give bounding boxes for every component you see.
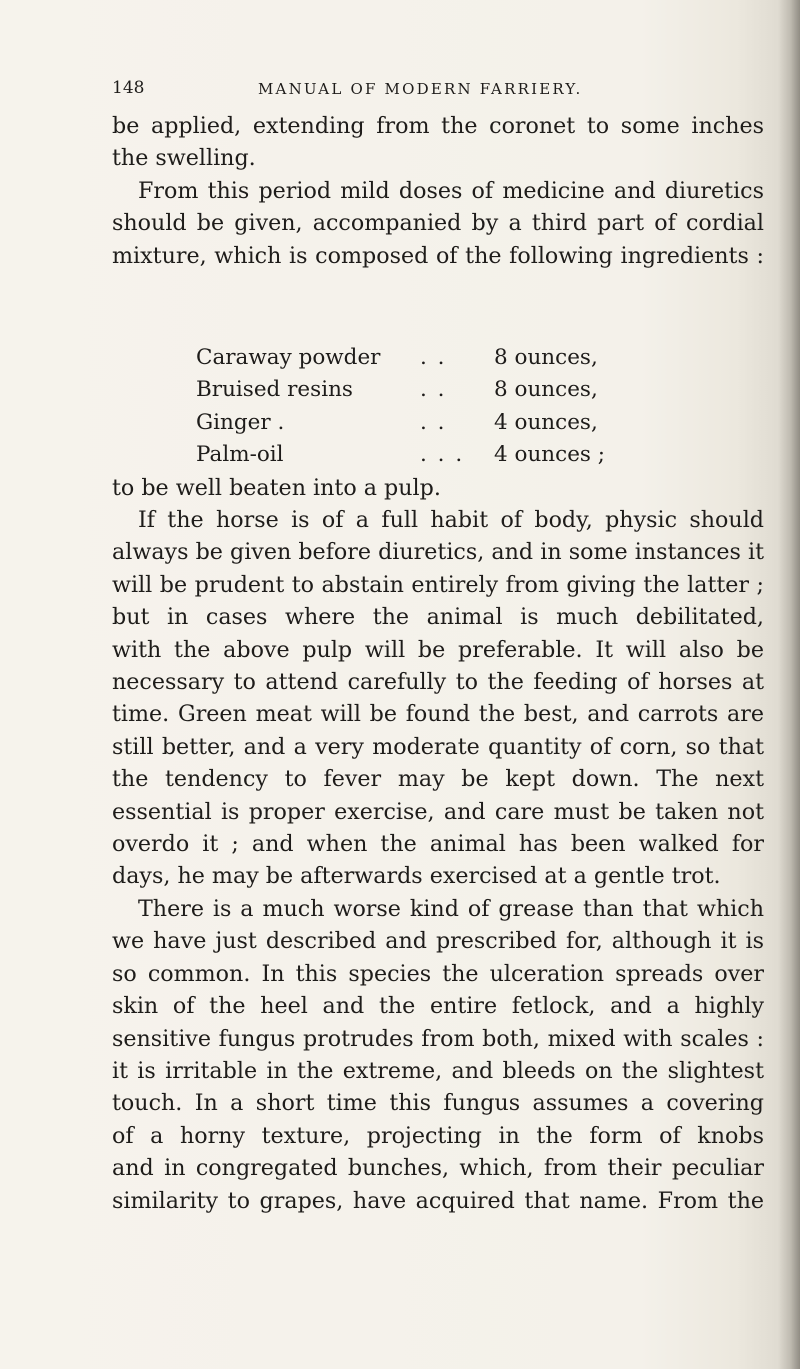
text-line: days, he may be afterwards exercised at a gentle trot. bbox=[112, 863, 721, 890]
ingredient-name: Palm-oil bbox=[196, 442, 284, 468]
ingredient-name: Caraway powder bbox=[196, 345, 381, 370]
text-line: to be well beaten into a pulp. bbox=[112, 475, 441, 501]
text-line: always be given before diuretics, and in some instances it bbox=[112, 539, 764, 566]
text-line: mixture, which is composed of the following ingredients : bbox=[112, 242, 764, 269]
ingredient-quantity: 8 ounces, bbox=[494, 377, 598, 403]
leader-dots: . . bbox=[420, 409, 447, 435]
ingredient-row bbox=[196, 407, 676, 439]
text-line: it is irritable in the extreme, and bleeds on the slightest bbox=[112, 1057, 764, 1084]
ingredient-name: Bruised resins bbox=[196, 377, 353, 403]
ingredient-name: Ginger . bbox=[196, 409, 285, 435]
leader-dots: . . . bbox=[420, 442, 465, 468]
text-line: essential is proper exercise, and care must be taken not bbox=[112, 798, 764, 825]
text-line: overdo it ; and when the animal has been walked for bbox=[112, 830, 764, 857]
text-line: If the horse is of a full habit of body, physic should bbox=[138, 507, 764, 533]
text-line: should be given, accompanied by a third part of cordial bbox=[112, 210, 764, 237]
ingredient-row bbox=[196, 342, 676, 374]
text-line: From this period mild doses of medicine and diuretics bbox=[138, 178, 764, 204]
ingredient-row bbox=[196, 439, 676, 471]
ingredient-quantity: 4 ounces ; bbox=[494, 442, 606, 468]
ingredient-row bbox=[196, 374, 676, 406]
leader-dots: . . bbox=[420, 377, 447, 403]
leader-dots: . . bbox=[420, 345, 447, 370]
page-number: 148 bbox=[112, 78, 145, 98]
text-line: similarity to grapes, have acquired that name. From the bbox=[112, 1187, 764, 1214]
text-line: necessary to attend carefully to the feeding of horses at bbox=[112, 668, 764, 695]
paragraph-diuretics bbox=[112, 175, 764, 272]
paragraph-horse-habit bbox=[112, 504, 764, 893]
ingredients-list bbox=[196, 342, 676, 472]
text-line: the tendency to fever may be kept down. The next bbox=[112, 766, 764, 793]
text-line: touch. In a short time this fungus assumes a covering bbox=[112, 1090, 764, 1117]
ingredient-quantity: 8 ounces, bbox=[494, 345, 598, 370]
paragraph-pulp bbox=[112, 472, 764, 504]
text-line: skin of the heel and the entire fetlock, and a highly bbox=[112, 993, 764, 1020]
paragraph-worse-grease bbox=[112, 893, 764, 1217]
ingredient-quantity: 4 ounces, bbox=[494, 409, 598, 435]
text-line: will be prudent to abstain entirely from giving the latter ; bbox=[112, 571, 764, 598]
text-line: There is a much worse kind of grease than that which bbox=[138, 896, 764, 922]
text-line: be applied, extending from the coronet to some inches bbox=[112, 113, 764, 139]
text-line: time. Green meat will be found the best, and carrots are bbox=[112, 701, 764, 728]
running-title: MANUAL OF MODERN FARRIERY. bbox=[258, 80, 583, 98]
paragraph-continuation bbox=[112, 110, 764, 175]
text-line: so common. In this species the ulceration spreads over bbox=[112, 960, 764, 987]
text-line: of a horny texture, projecting in the form of knobs bbox=[112, 1122, 764, 1149]
page-edge-shadow bbox=[778, 0, 800, 1369]
text-line: but in cases where the animal is much debilitated, bbox=[112, 604, 764, 631]
text-line: sensitive fungus protrudes from both, mixed with scales : bbox=[112, 1025, 764, 1052]
text-line: still better, and a very moderate quantity of corn, so that bbox=[112, 733, 764, 760]
text-line: we have just described and prescribed for, although it is bbox=[112, 928, 764, 955]
page-header bbox=[112, 78, 732, 108]
text-line: with the above pulp will be preferable. It will also be bbox=[112, 636, 764, 663]
text-line: the swelling. bbox=[112, 145, 256, 172]
text-line: and in congregated bunches, which, from their peculiar bbox=[112, 1155, 764, 1182]
